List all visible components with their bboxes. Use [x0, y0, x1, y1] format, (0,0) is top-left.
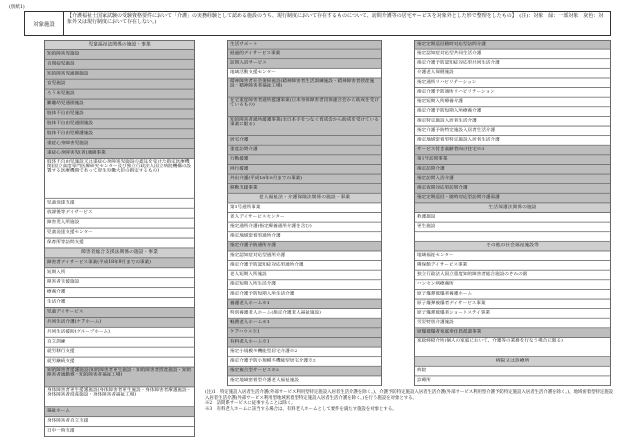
facility-row: 原爆被爆者家庭奉仕員派遣事業 — [414, 328, 611, 338]
footnote-3: ※3 有料老人ホームに該当する場合は、有料老人ホームとして要件を満たす施設を対象とする。 — [205, 406, 397, 412]
facility-row: 指定認知症対応型通所介護 — [227, 251, 382, 261]
facility-row: 指定介護予防小規模多機能型居宅介護※2 — [227, 357, 382, 367]
facility-row: 重症心身障害児施設 — [44, 139, 195, 149]
facility-row: 独立行政法人国立重度知的障害者総合施設のぞみの園 — [414, 271, 611, 281]
facility-row: 指定通所介護(指定療養通所介護を含む) — [227, 223, 382, 233]
facility-row: 老人短期入所施設 — [227, 271, 382, 281]
facility-row: 救護施設 — [414, 213, 611, 223]
facility-row: 身体障害者自立支援 — [44, 417, 195, 427]
facility-row: 指定特定施設入居者生活介護 — [414, 117, 611, 127]
facility-row: 重度訪問介護 — [227, 146, 382, 156]
facility-row: 指定介護予防認知症対応型通所介護 — [227, 261, 382, 271]
facility-row: 行動援護 — [227, 155, 382, 165]
facility-row: 労災特別介護施設 — [414, 319, 611, 329]
header-label: 対象施設 — [25, 12, 64, 35]
facility-row: 指定定期巡回随時対応型訪問介護 — [414, 40, 611, 50]
facility-row: 自立訓練 — [44, 338, 195, 348]
facility-row: 児童発達支援センター — [44, 229, 195, 239]
facility-row: 指定短期入所療養介護 — [414, 98, 611, 108]
facility-row: 指定地域密着型通所介護 — [227, 232, 382, 242]
facility-row: 指定地域密着型介護老人福祉施設 — [227, 376, 382, 386]
column-left — [44, 40, 195, 437]
facility-row: 在宅重度障害者通所援護事業(日本身体障害者団体連合会から助成を受けているもの) — [227, 98, 382, 117]
facility-row: 生活介護 — [44, 298, 195, 308]
facility-row: 指定訪問入浴介護 — [414, 175, 611, 185]
footnote-2: ※2 訪問系サービスに従事することは除く。 — [205, 401, 296, 407]
facility-row: 介護老人保健施設 — [414, 69, 611, 79]
section-header: 老人福祉法・介護保険法関係の施設・事業 — [227, 194, 382, 204]
facility-row: 就労移行支援 — [44, 348, 195, 358]
facility-row: 老人デイサービスセンター — [227, 213, 382, 223]
facility-row: 知的障害児施設 — [44, 50, 195, 60]
facility-row: 短期入所 — [44, 268, 195, 278]
facility-row: 知的障害者援護施設(知的障害者更生施設・知的障害者授産施設・知的障害者通勤寮・知的障害者福祉工場) — [44, 368, 195, 388]
facility-row: 地域活動支援センター — [227, 69, 382, 79]
facility-row: 生活サポート — [227, 40, 382, 50]
facility-row: 居宅介護 — [227, 136, 382, 146]
facility-row: 知的障害者通所援護事業(全日本手をつなぐ育成会から助成を受けている事業に限る) — [227, 117, 382, 136]
facility-row: 病院 — [414, 367, 611, 377]
facility-row: ろうあ児施設 — [44, 90, 195, 100]
footnote-1: (注)1 特定施設入居者生活介護(外部サービス利用型特定施設入居者生活介護を除く。)、介護予防特定施設入居者生活介護(外部サービス利用型介護予防特定施設入居者生活介護を除く。)、地域密着型特定施設入居者生活介護(外部サービス利用型地域密着型特定施設入居者生活介護を除く。)を行う施設を対象とする。 — [205, 390, 614, 401]
facility-row: 指定定期巡回・随時対応型訪問介護看護 — [414, 194, 611, 204]
facility-row: 診療所 — [414, 376, 611, 386]
facility-row: 盲児施設 — [44, 80, 195, 90]
facility-row: 放課後等デイサービス — [44, 209, 195, 219]
facility-row: 福祉ホーム — [44, 407, 195, 417]
facility-row: 保育所等訪問支援 — [44, 239, 195, 249]
section-header: 児童福祉法関係の施設・事業 — [44, 40, 195, 50]
facility-row: 訪問入浴サービス — [227, 59, 382, 69]
facility-row: 共同生活援助(グループホーム) — [44, 328, 195, 338]
facility-row: 肢体不自由児通園施設 — [44, 119, 195, 129]
facility-row: 肢体不自由児施設 — [44, 109, 195, 119]
facility-row: 共同生活介護(ケアホーム) — [44, 318, 195, 328]
facility-row: 指定通所リハビリテーション — [414, 78, 611, 88]
facility-row: 指定夜間対応型訪問介護 — [414, 184, 611, 194]
facility-row: 外出介護(平成18年9月までの事業) — [227, 175, 382, 185]
facility-row: 隣保館デイサービス事業 — [414, 261, 611, 271]
facility-row: 地域福祉センター — [414, 251, 611, 261]
facility-row: 経過的デイサービス事業 — [227, 50, 382, 60]
facility-row: 指定介護予防通所リハビリテーション — [414, 88, 611, 98]
attachment-tag: (別紙1) — [9, 5, 25, 10]
facility-row: 指定訪問介護 — [414, 165, 611, 175]
facility-row: 身体障害者更生援護施設(身体障害者更生施設・身体障害者療護施設・身体障害者授産施設・身体障害者福祉工場) — [44, 387, 195, 407]
header-text: 【介護福祉士国家試験の受験資格要件において「介護」の実務経験として認める施設のうち、現行制度において存在するものについて、訪問介護等の居宅サービスを対象外とした形で整理をしたもの】 (注)：対象 緑：一部対象 灰色：対象外又は現行制度において存在しない。) — [67, 13, 604, 26]
facility-row: 第1号訪問事業 — [414, 155, 611, 165]
column-right — [414, 40, 611, 386]
facility-row: 第1号通所事業 — [227, 203, 382, 213]
facility-row: 指定介護予防短期入所生活介護 — [227, 290, 382, 300]
facility-row: 軽費老人ホーム※1 — [227, 319, 382, 329]
facility-row: 同行援護 — [227, 165, 382, 175]
facility-row: 指定複合型サービス※2 — [227, 367, 382, 377]
facility-row: サービス付き高齢者向け住宅※3 — [414, 146, 611, 156]
facility-row: 原子爆弾被爆者デイサービス事業 — [414, 300, 611, 310]
facility-row: 指定介護予防特定施設入居者生活介護 — [414, 127, 611, 137]
section-header: 病院又は診療所 — [414, 357, 611, 367]
header-box — [24, 11, 611, 36]
facility-row: 原子爆弾被爆者ショートステイ事業 — [414, 309, 611, 319]
facility-row: 有料老人ホーム※1 — [227, 338, 382, 348]
facility-row: 難聴幼児通園施設 — [44, 100, 195, 110]
facility-row: 指定地域密着型特定施設入居者生活介護 — [414, 136, 611, 146]
section-header: 障害者総合支援法関係の施設・事業 — [44, 248, 195, 258]
facility-row: 更生施設 — [414, 223, 611, 233]
footnotes — [205, 390, 615, 412]
facility-row: 就労継続支援 — [44, 358, 195, 368]
facility-row: 日中一時支援 — [44, 427, 195, 437]
facility-row: 肢体不自由児療護施設 — [44, 129, 195, 139]
facility-row: 児童デイサービス — [44, 308, 195, 318]
facility-row: 移動支援事業 — [227, 184, 382, 194]
facility-row: 原子爆弾被爆者養護ホーム — [414, 290, 611, 300]
facility-row: 家政婦紹介所(個人の家庭において、介護等の業務を行なう場合に限る) — [414, 338, 611, 357]
facility-row: 指定介護予防短期入所療養介護 — [414, 107, 611, 117]
facility-row: 自閉症児施設 — [44, 60, 195, 70]
facility-row: 児童発達支援 — [44, 199, 195, 209]
facility-row: 知的障害児通園施設 — [44, 70, 195, 80]
facility-row: ハンセン病療養所 — [414, 280, 611, 290]
facility-row: 障害児入所施設 — [44, 219, 195, 229]
facility-row — [414, 232, 611, 242]
facility-row: 精神障害者社会復帰施設(精神障害者生活訓練施設・精神障害者授産施設・精神障害者福祉工場) — [227, 78, 382, 97]
facility-row: 障害者デイサービス事業(平成18年9月までの事業) — [44, 258, 195, 268]
facility-row: 指定介護予防認知症対応型共同生活介護 — [414, 59, 611, 69]
column-middle — [227, 40, 382, 386]
facility-row: 障害者支援施設 — [44, 278, 195, 288]
facility-row: 重症心身障害児(者)通園事業 — [44, 149, 195, 159]
facility-row: 指定短期入所生活介護 — [227, 280, 382, 290]
facility-row: 肢体不自由児施設又は重症心身障害児施設の委託を受けた指定医療機関(国立高度専門医療研究センター及び独立行政法人国立病院機構の設置する医療機関であって厚生労働大臣の指定するもの) — [44, 159, 195, 199]
facility-row: 特別養護老人ホーム(指定介護老人福祉施設) — [227, 309, 382, 319]
facility-row: 指定小規模多機能型居宅介護※2 — [227, 348, 382, 358]
facility-row: 療養介護 — [44, 288, 195, 298]
facility-row: 養護老人ホーム※1 — [227, 300, 382, 310]
facility-row: ケアハウス※1 — [227, 328, 382, 338]
section-header: その他の社会福祉施設等 — [414, 242, 611, 252]
facility-row: 指定介護予防通所介護 — [227, 242, 382, 252]
facility-row: 指定認知症対応型共同生活介護 — [414, 50, 611, 60]
section-header: 生活保護法関係の施設 — [414, 203, 611, 213]
